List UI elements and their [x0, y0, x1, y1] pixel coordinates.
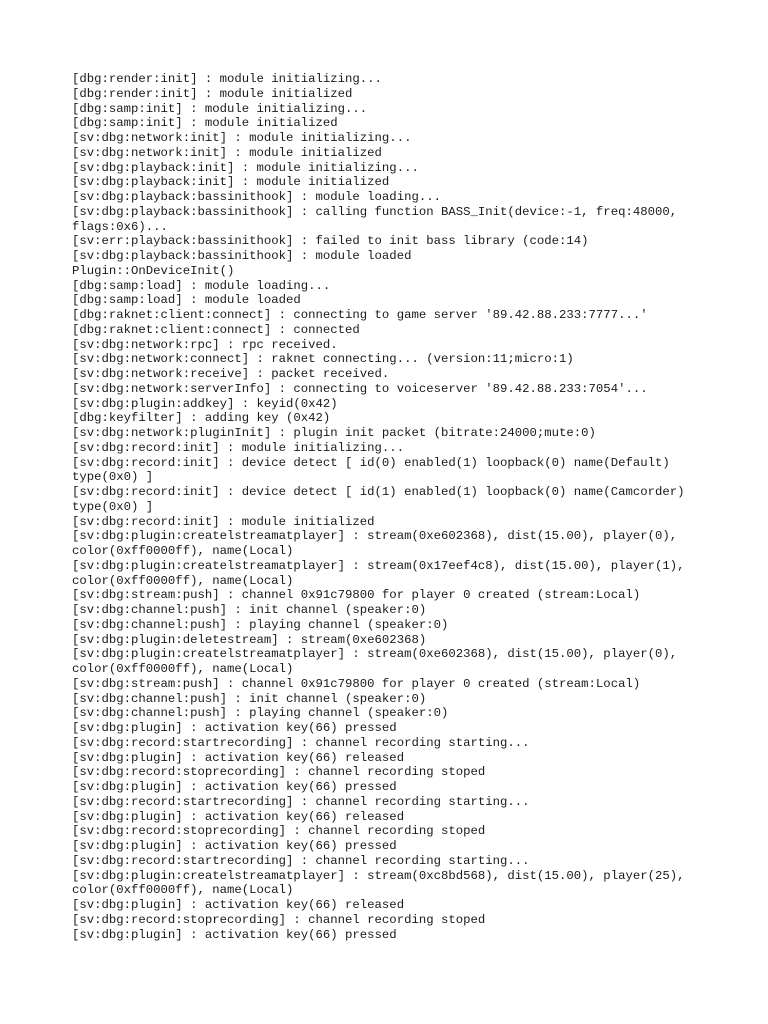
log-line: [sv:dbg:plugin:createlstreamatplayer] : stream(0xe602368), dist(15.00), player(0), [72, 529, 678, 544]
log-line: [sv:dbg:stream:push] : channel 0x91c79800 for player 0 created (stream:Local) [72, 588, 641, 603]
log-line: [sv:dbg:playback:bassinithook] : module loading... [72, 190, 441, 204]
log-line: [sv:dbg:playback:init] : module initializing... [72, 160, 419, 175]
log-line: [sv:dbg:channel:push] : playing channel (speaker:0) [72, 617, 449, 632]
log-line: [sv:dbg:plugin:createlstreamatplayer] : stream(0xc8bd568), dist(15.00), player(25), [72, 868, 685, 883]
log-line: [dbg:raknet:client:connect] : connecting to game server '89.42.88.233:7777...' [72, 308, 648, 322]
log-line: [sv:dbg:plugin] : activation key(66) released [72, 809, 405, 824]
log-line: [sv:dbg:plugin:createlstreamatplayer] : stream(0x17eef4c8), dist(15.00), player(1), [72, 558, 685, 573]
log-line: color(0xff0000ff), name(Local) [72, 573, 294, 588]
log-line: [sv:dbg:record:startrecording] : channel recording starting... [72, 794, 530, 809]
log-line: type(0x0) ] [72, 499, 154, 514]
log-line: [dbg:render:init] : module initialized [72, 86, 353, 101]
log-line: [sv:dbg:channel:push] : playing channel (speaker:0) [72, 706, 449, 721]
log-line: [sv:dbg:channel:push] : init channel (speaker:0) [72, 691, 427, 706]
log-line: [sv:dbg:record:init] : module initializing... [72, 440, 405, 455]
log-line: [sv:dbg:stream:push] : channel 0x91c79800 for player 0 created (stream:Local) [72, 676, 641, 691]
log-line: flags:0x6)... [72, 219, 168, 234]
log-line: [dbg:raknet:client:connect] : connected [72, 322, 360, 337]
log-line: [dbg:keyfilter] : adding key (0x42) [72, 411, 331, 426]
log-line: [sv:dbg:record:stoprecording] : channel recording stoped [72, 765, 486, 780]
log-line: [sv:dbg:record:init] : device detect [ id(0) enabled(1) loopback(0) name(Default) [72, 455, 670, 470]
log-line: [sv:dbg:network:connect] : raknet connecting... (version:11;micro:1) [72, 352, 574, 367]
log-line: [sv:dbg:plugin:deletestream] : stream(0xe602368) [72, 632, 427, 647]
log-line: [sv:dbg:record:startrecording] : channel recording starting... [72, 853, 530, 868]
log-line: [sv:dbg:plugin] : activation key(66) pressed [72, 839, 397, 853]
log-line: [sv:dbg:plugin] : activation key(66) pressed [72, 780, 397, 794]
log-line: [sv:dbg:record:init] : device detect [ id(1) enabled(1) loopback(0) name(Camcorder) [72, 485, 685, 499]
log-line: [sv:dbg:network:receive] : packet received. [72, 367, 390, 381]
log-line: [dbg:samp:init] : module initialized [72, 116, 338, 131]
log-line: [sv:dbg:record:stoprecording] : channel recording stoped [72, 912, 486, 927]
log-line: [sv:dbg:plugin] : activation key(66) pressed [72, 927, 397, 942]
log-line: color(0xff0000ff), name(Local) [72, 883, 294, 898]
log-line: [sv:dbg:network:pluginInit] : plugin init packet (bitrate:24000;mute:0) [72, 426, 596, 440]
log-line: [sv:dbg:network:init] : module initialized [72, 145, 382, 160]
log-line: [sv:dbg:playback:bassinithook] : module loaded [72, 249, 412, 263]
log-line: [sv:err:playback:bassinithook] : failed to init bass library (code:14) [72, 234, 589, 249]
log-line: [sv:dbg:playback:init] : module initialized [72, 175, 390, 190]
log-line: [sv:dbg:record:stoprecording] : channel recording stoped [72, 824, 486, 839]
log-output [72, 72, 712, 942]
log-line: [sv:dbg:network:init] : module initializing... [72, 131, 412, 145]
log-line: [sv:dbg:playback:bassinithook] : calling function BASS_Init(device:-1, freq:48000, [72, 204, 678, 219]
log-line: [sv:dbg:network:serverInfo] : connecting to voiceserver '89.42.88.233:7054'... [72, 381, 648, 396]
log-line: [sv:dbg:plugin] : activation key(66) released [72, 898, 405, 912]
log-line: [sv:dbg:plugin:addkey] : keyid(0x42) [72, 396, 338, 411]
log-line: [dbg:samp:load] : module loading... [72, 278, 331, 293]
log-line: [sv:dbg:channel:push] : init channel (speaker:0) [72, 603, 427, 617]
log-line: [sv:dbg:network:rpc] : rpc received. [72, 337, 338, 352]
log-line: [sv:dbg:record:startrecording] : channel recording starting... [72, 735, 530, 750]
log-line: color(0xff0000ff), name(Local) [72, 544, 294, 558]
log-line: [sv:dbg:plugin] : activation key(66) pressed [72, 721, 397, 735]
log-line: color(0xff0000ff), name(Local) [72, 662, 294, 676]
log-line: [dbg:samp:init] : module initializing... [72, 101, 368, 116]
log-line: [dbg:samp:load] : module loaded [72, 293, 301, 308]
log-line: Plugin::OnDeviceInit() [72, 263, 235, 278]
log-line: [sv:dbg:plugin] : activation key(66) released [72, 750, 405, 765]
log-line: [sv:dbg:plugin:createlstreamatplayer] : stream(0xe602368), dist(15.00), player(0), [72, 647, 678, 662]
log-line: [sv:dbg:record:init] : module initialized [72, 514, 375, 529]
log-line: [dbg:render:init] : module initializing... [72, 72, 382, 86]
log-line: type(0x0) ] [72, 470, 154, 485]
